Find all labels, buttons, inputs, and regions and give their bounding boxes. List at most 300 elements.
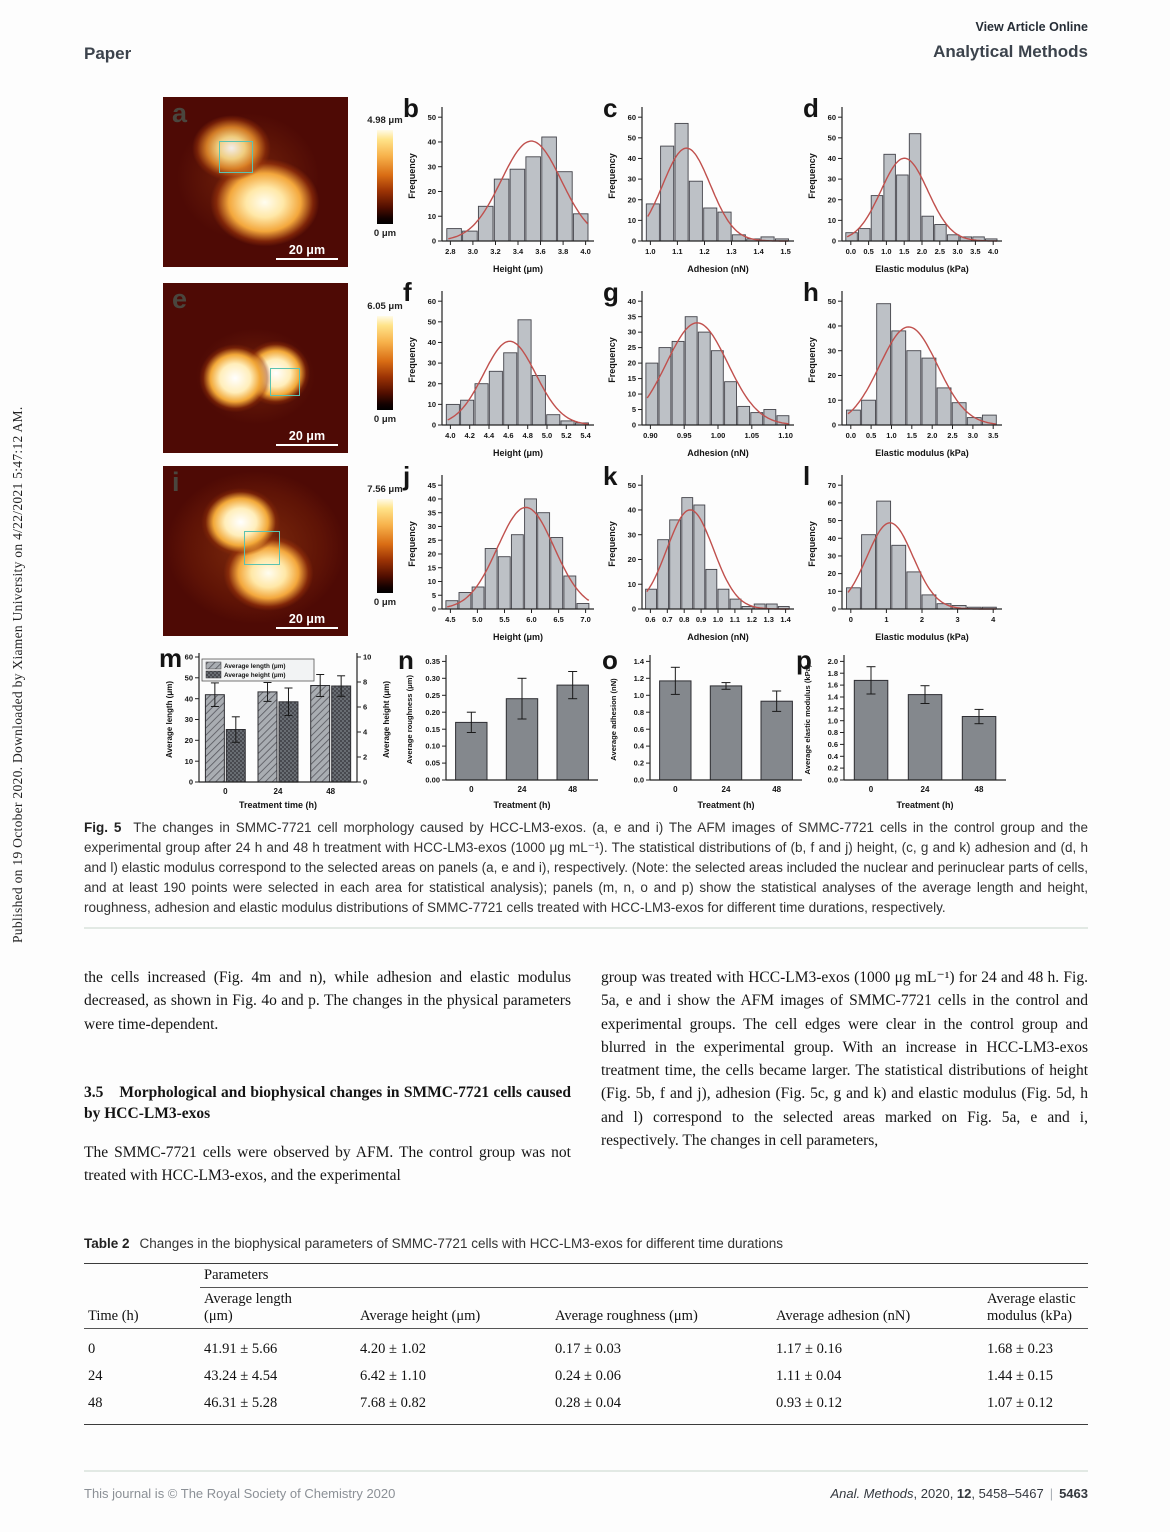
footer-volume: 12 — [956, 1486, 972, 1501]
svg-text:30: 30 — [827, 174, 836, 184]
svg-text:0.6: 0.6 — [645, 615, 656, 624]
svg-text:0.7: 0.7 — [662, 615, 673, 624]
svg-text:20: 20 — [827, 569, 836, 579]
svg-text:4: 4 — [363, 727, 368, 737]
panel-m-barchart — [159, 647, 393, 817]
svg-text:Average adhesion (nN): Average adhesion (nN) — [609, 678, 618, 761]
svg-text:40: 40 — [827, 321, 836, 331]
svg-text:0.4: 0.4 — [633, 741, 644, 751]
svg-text:0: 0 — [363, 777, 368, 787]
svg-text:0.0: 0.0 — [827, 775, 838, 785]
svg-text:0: 0 — [631, 604, 636, 614]
svg-text:Frequency: Frequency — [607, 337, 617, 383]
svg-text:0: 0 — [848, 615, 853, 624]
svg-text:Frequency: Frequency — [807, 337, 817, 383]
svg-text:10: 10 — [627, 389, 636, 399]
table-row: 0 41.91 ± 5.66 4.20 ± 1.02 0.17 ± 0.03 1.17 ± 0.16 1.68 ± 0.23 — [88, 1341, 1053, 1357]
svg-text:20: 20 — [184, 735, 193, 745]
svg-text:10: 10 — [827, 395, 836, 405]
svg-text:Frequency: Frequency — [607, 153, 617, 199]
svg-text:0.90: 0.90 — [643, 431, 658, 440]
svg-text:1.8: 1.8 — [827, 668, 838, 678]
footer-page-number: 5463 — [1059, 1486, 1088, 1501]
svg-text:h: h — [803, 279, 819, 307]
svg-text:30: 30 — [827, 551, 836, 561]
col-header-modulus: Average elastic modulus (kPa) — [983, 1288, 1088, 1329]
svg-text:3.0: 3.0 — [952, 247, 963, 256]
page-type-label: Paper — [84, 44, 132, 63]
panel-letter-i: i — [172, 467, 180, 497]
svg-text:20: 20 — [627, 358, 636, 368]
svg-text:0: 0 — [631, 420, 636, 430]
svg-text:20: 20 — [827, 371, 836, 381]
svg-text:b: b — [403, 95, 419, 123]
svg-text:1.2: 1.2 — [746, 615, 758, 624]
colorbar-max-label: 6.05 μm — [367, 301, 403, 312]
svg-text:20: 20 — [627, 555, 636, 565]
svg-text:2.0: 2.0 — [916, 247, 928, 256]
svg-text:0: 0 — [469, 785, 474, 794]
svg-text:40: 40 — [427, 338, 436, 348]
svg-text:1.5: 1.5 — [780, 247, 791, 256]
scale-bar-i: 20 μm — [276, 612, 338, 630]
svg-text:35: 35 — [627, 312, 636, 322]
svg-text:24: 24 — [920, 785, 930, 794]
svg-text:4.2: 4.2 — [464, 431, 475, 440]
svg-text:1.0: 1.0 — [886, 431, 897, 440]
svg-text:1: 1 — [884, 615, 889, 624]
svg-text:Average length (μm): Average length (μm) — [165, 680, 174, 759]
panel-p-barchart — [796, 647, 1018, 817]
svg-text:1.4: 1.4 — [753, 247, 764, 256]
table-body — [84, 1329, 1088, 1425]
svg-text:60: 60 — [827, 112, 836, 122]
svg-text:20: 20 — [427, 187, 436, 197]
svg-text:Average height (μm): Average height (μm) — [224, 672, 286, 679]
svg-text:50: 50 — [427, 317, 436, 327]
svg-text:30: 30 — [627, 327, 636, 337]
footer-journal-name: Anal. Methods — [830, 1486, 914, 1501]
svg-text:0: 0 — [831, 420, 836, 430]
svg-text:o: o — [602, 647, 618, 675]
svg-text:5.0: 5.0 — [541, 431, 553, 440]
svg-text:0: 0 — [431, 420, 436, 430]
svg-text:c: c — [603, 95, 618, 123]
panel-f-histogram — [402, 279, 602, 466]
svg-text:0.8: 0.8 — [678, 615, 690, 624]
svg-text:1.4: 1.4 — [633, 657, 644, 666]
section-number: 3.5 — [84, 1083, 104, 1101]
svg-text:0.6: 0.6 — [633, 724, 644, 734]
svg-text:48: 48 — [772, 785, 782, 794]
svg-text:40: 40 — [627, 154, 636, 164]
svg-text:3.2: 3.2 — [490, 247, 501, 256]
svg-text:0.8: 0.8 — [827, 728, 838, 738]
svg-text:1.0: 1.0 — [712, 615, 724, 624]
svg-text:1.1: 1.1 — [672, 247, 683, 256]
svg-text:0.2: 0.2 — [633, 758, 644, 768]
svg-text:1.0: 1.0 — [633, 690, 644, 700]
svg-text:50: 50 — [427, 112, 436, 122]
svg-text:30: 30 — [427, 358, 436, 368]
svg-text:Average elastic modulus (kPa): Average elastic modulus (kPa) — [803, 664, 812, 775]
selection-box-a — [219, 141, 253, 173]
svg-text:p: p — [796, 647, 812, 675]
svg-text:30: 30 — [184, 715, 193, 725]
svg-text:0.05: 0.05 — [425, 758, 440, 768]
download-stamp: Published on 19 October 2020. Downloaded by Xiamen University on 4/22/2021 5:47:12 AM. — [10, 406, 25, 943]
svg-text:Adhesion (nN): Adhesion (nN) — [687, 264, 749, 274]
figure-caption-text: The changes in SMMC-7721 cell morphology caused by HCC-LM3-exos. (a, e and i) The AFM images of SMMC-7721 cells in the control group and the experimental group after 24 h and 48 h treatment with HCC-LM3-exos (1000 μg mL⁻¹). The statistical distributions of (b, f and j) height, (c, g and k) adhesion and (d, h and l) elastic modulus correspond to the selected areas on panels (a, e and i), respectively. (Note: the selected areas included the nuclear and perinuclear parts of cells, and at least 190 points were selected in each area for statistical analysis); panels (m, n, o and p) show the statistical analyses of the average length and height, roughness, adhesion and elastic modulus distributions of SMMC-7721 cells treated with HCC-LM3-exos for different time durations, respectively. — [84, 820, 1088, 915]
svg-text:4.5: 4.5 — [445, 615, 456, 624]
panel-h-histogram — [802, 279, 1010, 466]
svg-text:1.0: 1.0 — [827, 716, 838, 726]
scale-bar-e: 20 μm — [276, 429, 338, 447]
section-heading — [84, 1082, 571, 1125]
svg-text:2.0: 2.0 — [926, 431, 938, 440]
svg-text:0.5: 0.5 — [863, 247, 874, 256]
svg-text:Treatment time (h): Treatment time (h) — [238, 800, 318, 810]
svg-text:10: 10 — [427, 400, 436, 409]
svg-text:35: 35 — [427, 508, 436, 518]
colorbar-min-label: 0 μm — [373, 414, 397, 425]
table-header-row — [84, 1288, 1088, 1329]
svg-text:5.4: 5.4 — [580, 431, 591, 440]
svg-text:5.0: 5.0 — [472, 615, 483, 624]
svg-text:1.5: 1.5 — [906, 431, 918, 440]
col-header-adhesion: Average adhesion (nN) — [772, 1288, 983, 1329]
svg-text:1.4: 1.4 — [780, 615, 791, 624]
svg-text:10: 10 — [827, 216, 836, 225]
svg-text:3: 3 — [955, 615, 960, 624]
svg-text:Treatment (h): Treatment (h) — [493, 800, 551, 810]
svg-text:Frequency: Frequency — [807, 521, 817, 567]
svg-text:45: 45 — [427, 480, 436, 490]
panel-j-histogram — [402, 463, 602, 650]
svg-text:4.0: 4.0 — [445, 431, 456, 440]
svg-text:0.0: 0.0 — [845, 247, 857, 256]
svg-text:Elastic modulus (kPa): Elastic modulus (kPa) — [875, 448, 969, 458]
footer-divider — [84, 1470, 1088, 1472]
svg-text:Height (μm): Height (μm) — [492, 448, 544, 458]
svg-text:15: 15 — [427, 563, 436, 573]
svg-text:Frequency: Frequency — [607, 521, 617, 567]
svg-text:50: 50 — [184, 673, 193, 683]
svg-text:3.4: 3.4 — [512, 247, 524, 256]
col-header-roughness: Average roughness (μm) — [551, 1288, 772, 1329]
paragraph: group was treated with HCC-LM3-exos (1000 μg mL⁻¹) for 24 and 48 h. Fig. 5a, e and i show the AFM images of SMMC-7721 cells in the control and experimental groups. The cell edges were clear in the control group and blurred in the experimental group. With an increase in HCC-LM3-exos treatment time, the cells became larger. The statistical distributions of height (Fig. 5b, f and j), adhesion (Fig. 5c, g and k) and elastic modulus (Fig. 5d, h and l) correspond to the selected areas marked on Fig. 5a, e and i, respectively. The changes in cell parameters, — [601, 969, 1088, 1149]
svg-text:6: 6 — [363, 702, 368, 712]
svg-text:20: 20 — [827, 195, 836, 205]
svg-text:4.4: 4.4 — [483, 431, 495, 440]
svg-text:50: 50 — [827, 133, 836, 143]
footer-citation: Anal. Methods, 2020, 12, 5458–5467 | 5463 — [830, 1486, 1088, 1501]
svg-text:Average roughness (μm): Average roughness (μm) — [405, 674, 414, 765]
svg-text:m: m — [159, 647, 183, 673]
svg-text:50: 50 — [627, 133, 636, 143]
section-title: Morphological and biophysical changes in SMMC-7721 cells caused by HCC-LM3-exos — [84, 1083, 571, 1123]
svg-text:0.35: 0.35 — [425, 657, 440, 666]
svg-text:1.3: 1.3 — [726, 247, 737, 256]
svg-text:2: 2 — [919, 615, 925, 624]
svg-text:4.0: 4.0 — [987, 247, 999, 256]
svg-text:Average length (μm): Average length (μm) — [224, 663, 286, 670]
svg-text:24: 24 — [721, 785, 731, 794]
svg-text:0: 0 — [431, 236, 436, 246]
svg-text:24: 24 — [517, 785, 527, 794]
svg-text:1.1: 1.1 — [729, 615, 741, 624]
svg-text:40: 40 — [827, 533, 836, 543]
svg-text:40: 40 — [627, 296, 636, 306]
svg-text:40: 40 — [427, 137, 436, 147]
table-row: 48 46.31 ± 5.28 7.68 ± 0.82 0.28 ± 0.04 0.93 ± 0.12 1.07 ± 0.12 — [84, 1390, 1088, 1425]
svg-text:1.6: 1.6 — [827, 680, 838, 690]
svg-text:Height (μm): Height (μm) — [492, 264, 544, 274]
panel-d-histogram — [802, 95, 1010, 282]
svg-text:g: g — [603, 279, 619, 307]
svg-text:0.00: 0.00 — [425, 775, 440, 785]
svg-text:0: 0 — [188, 777, 193, 787]
table-title — [84, 1236, 1088, 1251]
scale-bar-a: 20 μm — [276, 243, 338, 261]
svg-text:10: 10 — [627, 579, 636, 589]
selection-box-i — [244, 531, 280, 565]
svg-text:f: f — [403, 279, 412, 307]
footer-copyright: This journal is © The Royal Society of Chemistry 2020 — [84, 1486, 396, 1501]
svg-text:1.3: 1.3 — [763, 615, 774, 624]
svg-text:25: 25 — [427, 535, 436, 545]
body-column-right — [601, 966, 1088, 1166]
svg-text:n: n — [398, 647, 414, 675]
svg-text:20: 20 — [427, 379, 436, 389]
svg-text:Average height (μm): Average height (μm) — [382, 680, 391, 759]
panel-l-histogram — [802, 463, 1010, 650]
colorbar-gradient — [377, 499, 393, 593]
scale-bar-line — [276, 444, 338, 447]
afm-image-i — [163, 466, 348, 636]
svg-text:0: 0 — [831, 604, 836, 614]
table-title-text: Changes in the biophysical parameters of SMMC-7721 cells with HCC-LM3-exos for different time durations — [139, 1236, 784, 1251]
afm-image-e — [163, 283, 348, 453]
svg-text:0.95: 0.95 — [676, 431, 692, 440]
svg-text:48: 48 — [326, 787, 336, 796]
svg-text:0.15: 0.15 — [425, 724, 440, 734]
svg-text:1.0: 1.0 — [645, 247, 656, 256]
colorbar-gradient — [377, 130, 393, 224]
svg-text:1.2: 1.2 — [699, 247, 710, 256]
figure-caption-label: Fig. 5 — [84, 820, 122, 835]
table-2-section — [84, 1236, 1088, 1425]
svg-text:Frequency: Frequency — [407, 521, 417, 567]
svg-text:0: 0 — [831, 236, 836, 246]
svg-text:1.0: 1.0 — [881, 247, 892, 256]
panel-c-histogram — [602, 95, 802, 282]
svg-text:60: 60 — [627, 112, 636, 122]
svg-text:20: 20 — [627, 195, 636, 205]
svg-text:25: 25 — [627, 343, 636, 353]
svg-text:5.5: 5.5 — [499, 615, 510, 624]
svg-text:3.5: 3.5 — [987, 431, 999, 440]
svg-text:2.0: 2.0 — [827, 657, 838, 666]
svg-text:Height (μm): Height (μm) — [492, 632, 544, 642]
svg-text:60: 60 — [427, 296, 436, 306]
footer-separator: | — [1049, 1486, 1054, 1501]
svg-text:8: 8 — [363, 677, 368, 687]
svg-text:10: 10 — [427, 577, 436, 587]
paragraph: the cells increased (Fig. 4m and n), while adhesion and elastic modulus decreased, as shown in Fig. 4o and p. The changes in the physical parameters were time-dependent. — [84, 969, 571, 1033]
body-column-left — [84, 966, 571, 1202]
svg-text:2.5: 2.5 — [934, 247, 946, 256]
svg-text:1.10: 1.10 — [778, 431, 793, 440]
svg-text:0.2: 0.2 — [827, 763, 838, 773]
svg-text:1.5: 1.5 — [898, 247, 910, 256]
scale-bar-line — [276, 258, 338, 261]
table-group-header: Parameters — [200, 1264, 1088, 1288]
svg-text:30: 30 — [427, 162, 436, 172]
svg-text:6.5: 6.5 — [553, 615, 564, 624]
svg-text:0.6: 0.6 — [827, 740, 838, 749]
svg-text:0.25: 0.25 — [425, 690, 440, 700]
svg-text:j: j — [403, 463, 411, 491]
svg-text:0: 0 — [673, 785, 678, 794]
svg-text:4.0: 4.0 — [580, 247, 591, 256]
svg-text:30: 30 — [627, 530, 636, 540]
svg-text:Frequency: Frequency — [807, 153, 817, 199]
svg-text:60: 60 — [827, 498, 836, 508]
svg-text:2.5: 2.5 — [947, 431, 958, 440]
colorbar-gradient — [377, 316, 393, 410]
svg-text:40: 40 — [184, 694, 193, 704]
svg-text:0.5: 0.5 — [865, 431, 877, 440]
svg-text:48: 48 — [568, 785, 578, 794]
svg-text:Elastic modulus (kPa): Elastic modulus (kPa) — [875, 632, 969, 642]
svg-text:0.8: 0.8 — [633, 707, 644, 717]
panel-n-barchart — [398, 647, 610, 817]
panel-letter-e: e — [172, 284, 188, 314]
svg-text:3.0: 3.0 — [967, 431, 979, 440]
colorbar-min-label: 0 μm — [373, 597, 397, 608]
panel-letter-a: a — [172, 98, 188, 128]
view-article-online-link[interactable]: View Article Online — [975, 20, 1088, 34]
svg-text:0: 0 — [223, 787, 228, 796]
svg-text:3.5: 3.5 — [970, 247, 981, 256]
svg-text:40: 40 — [627, 505, 636, 515]
svg-text:30: 30 — [427, 522, 436, 532]
paragraph: The SMMC-7721 cells were observed by AFM. The control group was not treated with HCC-LM3-exos, and the experimental — [84, 1144, 571, 1185]
svg-text:24: 24 — [273, 787, 283, 796]
figure-caption — [84, 818, 1088, 929]
svg-text:50: 50 — [827, 296, 836, 306]
panel-b-histogram — [402, 95, 602, 282]
svg-text:0.20: 0.20 — [425, 707, 440, 717]
svg-text:70: 70 — [827, 480, 836, 490]
figure-5 — [84, 95, 1088, 813]
svg-text:3.8: 3.8 — [557, 247, 569, 256]
svg-text:0.0: 0.0 — [845, 431, 857, 440]
table-label: Table 2 — [84, 1236, 130, 1251]
svg-text:Adhesion (nN): Adhesion (nN) — [687, 632, 749, 642]
svg-text:3.0: 3.0 — [467, 247, 479, 256]
svg-text:0: 0 — [631, 236, 636, 246]
colorbar-max-label: 4.98 μm — [367, 115, 403, 126]
svg-text:5: 5 — [431, 590, 436, 600]
svg-text:15: 15 — [627, 374, 636, 384]
svg-text:1.4: 1.4 — [827, 692, 838, 702]
svg-text:2: 2 — [363, 752, 368, 762]
svg-text:10: 10 — [627, 216, 636, 225]
svg-text:Frequency: Frequency — [407, 337, 417, 383]
svg-text:4: 4 — [991, 615, 996, 624]
table-group-header-row — [84, 1264, 1088, 1288]
svg-text:1.2: 1.2 — [827, 704, 838, 714]
table-2 — [84, 1263, 1088, 1425]
svg-text:0.10: 0.10 — [425, 741, 440, 751]
afm-image-a — [163, 97, 348, 267]
svg-text:10: 10 — [427, 211, 436, 221]
svg-text:4.8: 4.8 — [522, 431, 533, 440]
svg-text:60: 60 — [184, 652, 193, 662]
svg-text:48: 48 — [974, 785, 984, 794]
svg-text:1.2: 1.2 — [633, 673, 644, 683]
svg-text:7.0: 7.0 — [580, 615, 591, 624]
svg-text:50: 50 — [827, 516, 836, 526]
panel-o-barchart — [602, 647, 814, 817]
svg-text:Adhesion (nN): Adhesion (nN) — [687, 448, 749, 458]
svg-text:2.8: 2.8 — [445, 247, 456, 256]
svg-text:Frequency: Frequency — [407, 153, 417, 199]
svg-text:5: 5 — [631, 405, 636, 415]
scale-bar-line — [276, 627, 338, 630]
svg-text:30: 30 — [827, 346, 836, 356]
svg-text:0.30: 0.30 — [425, 673, 440, 683]
svg-text:3.6: 3.6 — [535, 247, 546, 256]
selection-box-e — [270, 368, 300, 396]
svg-text:1.05: 1.05 — [744, 431, 760, 440]
svg-text:Treatment (h): Treatment (h) — [896, 800, 954, 810]
svg-text:5.2: 5.2 — [561, 431, 572, 440]
svg-text:0.4: 0.4 — [827, 751, 838, 761]
svg-text:4.6: 4.6 — [503, 431, 514, 440]
table-row: 24 43.24 ± 4.54 6.42 ± 1.10 0.24 ± 0.06 1.11 ± 0.04 1.44 ± 0.15 — [88, 1368, 1053, 1384]
svg-text:10: 10 — [363, 652, 372, 662]
svg-text:k: k — [603, 463, 618, 491]
panel-k-histogram — [602, 463, 802, 650]
journal-title: Analytical Methods — [933, 42, 1088, 61]
svg-text:6.0: 6.0 — [526, 615, 537, 624]
svg-text:0.0: 0.0 — [633, 775, 644, 785]
svg-text:0: 0 — [431, 604, 436, 614]
panel-g-histogram — [602, 279, 802, 466]
svg-text:10: 10 — [184, 756, 193, 766]
svg-text:40: 40 — [427, 494, 436, 504]
svg-text:l: l — [803, 463, 811, 491]
col-header-time: Time (h) — [84, 1288, 200, 1329]
svg-text:40: 40 — [827, 154, 836, 164]
svg-text:10: 10 — [827, 586, 836, 596]
svg-text:Elastic modulus (kPa): Elastic modulus (kPa) — [875, 264, 969, 274]
colorbar-max-label: 7.56 μm — [367, 484, 403, 495]
col-header-length: Average length (μm) — [200, 1288, 356, 1329]
svg-text:20: 20 — [427, 549, 436, 559]
svg-text:Treatment (h): Treatment (h) — [697, 800, 755, 810]
colorbar-min-label: 0 μm — [373, 228, 397, 239]
svg-text:d: d — [803, 95, 819, 123]
svg-text:1.00: 1.00 — [710, 431, 726, 440]
svg-text:0: 0 — [868, 785, 874, 794]
svg-text:0.9: 0.9 — [695, 615, 707, 624]
col-header-height: Average height (μm) — [356, 1288, 551, 1329]
svg-text:30: 30 — [627, 174, 636, 184]
